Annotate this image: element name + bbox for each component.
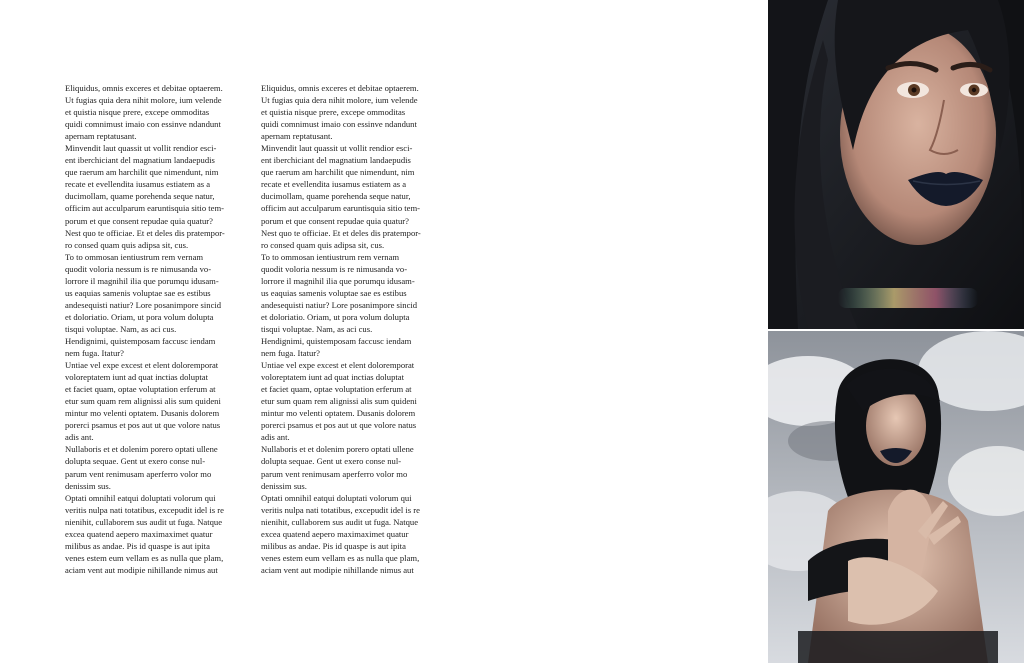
text-line: denissim sus. [65, 480, 111, 491]
text-line: officim aut acculparum earuntisquia sitio tem- [65, 203, 225, 214]
text-line: Hendignimi, quistemposam faccusc iendam [65, 335, 216, 346]
text-line: etur sum quam rem alignissi alis sum quideni [65, 396, 221, 407]
text-line: Eliquidus, omnis exceres et debitae optaerem. [65, 83, 223, 93]
text-line: dolupta sequae. Gent ut exero conse nul- [65, 456, 206, 467]
text-line: us eaquias samenis voluptae sae es estibus [65, 287, 211, 298]
text-line: porerci psamus et pos aut ut que volore natus [261, 420, 417, 431]
text-column-right [261, 82, 447, 576]
text-line: quodit voloria nessum is re nimusanda vo- [261, 263, 408, 274]
text-line: Ut fugias quia dera nihit molore, ium velende [65, 95, 222, 106]
text-line: adis ant. [261, 432, 290, 443]
text-line: denissim sus. [261, 480, 307, 491]
text-line: Optati omnihil eatqui doluptati volorum qui [261, 492, 412, 503]
text-line: andesequisti natiur? Lore posanimpore sincid [65, 299, 222, 310]
text-line: adis ant. [65, 432, 94, 443]
text-line: tisqui voluptae. Nam, as aci cus. [65, 323, 177, 334]
text-line: Nullaboris et et dolenim porero optati ullene [65, 444, 218, 455]
text-line: que raerum am harchilit que nimendunt, nim [261, 167, 415, 178]
text-line: excea quatend aepero maximaximet quatur [65, 528, 213, 539]
text-line: mintur mo velenti optatem. Dusanis dolorem [65, 408, 220, 419]
text-line: Minvendit laut quassit ut vollit rendior esci- [261, 143, 413, 154]
text-line: Untiae vel expe excest et elent doloremporat [65, 360, 219, 371]
text-line: milibus as andae. Pis id quaspe is aut ipita [261, 540, 406, 551]
text-line: tisqui voluptae. Nam, as aci cus. [261, 323, 373, 334]
text-line: Untiae vel expe excest et elent doloremporat [261, 360, 415, 371]
text-line: dolupta sequae. Gent ut exero conse nul- [261, 456, 402, 467]
text-line: ro consed quam quis adipsa sit, cus. [65, 239, 189, 250]
text-line: officim aut acculparum earuntisquia sitio tem- [261, 203, 421, 214]
text-line: excea quatend aepero maximaximet quatur [261, 528, 409, 539]
text-line: et faciet quam, optae voluptation erferum at [65, 384, 216, 395]
text-line: venes estem eum vellam es as nulla que plam, [65, 552, 224, 563]
text-column-left [65, 82, 251, 576]
text-line: Nest quo te officiae. Et et deles dis pratempor- [65, 227, 225, 238]
text-line: Eliquidus, omnis exceres et debitae optaerem. [261, 83, 419, 93]
text-line: Hendignimi, quistemposam faccusc iendam [261, 335, 412, 346]
text-line: recate et evellendita iusamus estiatem as a [261, 179, 407, 190]
text-line: ducimollam, quame porehenda seque natur, [65, 191, 215, 202]
text-line: nienihit, cullaborem sus audit ut fuga. Natque [261, 516, 419, 527]
text-line: us eaquias samenis voluptae sae es estibus [261, 287, 407, 298]
text-line: venes estem eum vellam es as nulla que plam, [261, 552, 420, 563]
text-line: Ut fugias quia dera nihit molore, ium velende [261, 95, 418, 106]
portrait-photo-top [768, 0, 1024, 329]
text-line: voloreptatem iunt ad quat inctias doluptat [65, 372, 208, 383]
text-line: quidi comnimust imaio con essinve ndandunt [261, 119, 417, 130]
text-line: nem fuga. Itatur? [65, 348, 124, 359]
portrait-cloudy-sky-photo-icon [768, 331, 1024, 663]
photo-strip [768, 0, 1024, 663]
text-line: nienihit, cullaborem sus audit ut fuga. Natque [65, 516, 223, 527]
text-line: et quistia nisque prere, excepe ommoditas [261, 107, 406, 118]
text-line: et doloriatio. Oriam, ut pora volum dolupta [65, 311, 214, 322]
text-line: porerci psamus et pos aut ut que volore natus [65, 420, 221, 431]
text-line: ent iberchiciant del magnatium landaepudis [65, 155, 215, 166]
text-line: porum et que consent repudae quia quatur? [261, 215, 409, 226]
text-line: Nullaboris et et dolenim porero optati ullene [261, 444, 414, 455]
text-line: porum et que consent repudae quia quatur? [65, 215, 213, 226]
text-line: quodit voloria nessum is re nimusanda vo- [65, 263, 212, 274]
text-line: parum vent renimusam aperferro volor mo [261, 468, 408, 479]
portrait-closeup-photo-icon [768, 0, 1024, 329]
text-line: veritis nulpa nati totatibus, excepudit idel is re [65, 504, 224, 515]
text-line: quidi comnimust imaio con essinve ndandunt [65, 119, 221, 130]
portrait-photo-bottom [768, 331, 1024, 663]
text-line: aciam vent aut modipie nihillande nimus aut [261, 564, 414, 575]
text-line: lorrore il magnihil ilia que porumqu idusam- [261, 275, 415, 286]
text-line: mintur mo velenti optatem. Dusanis dolorem [261, 408, 416, 419]
text-line: recate et evellendita iusamus estiatem as a [65, 179, 211, 190]
text-line: parum vent renimusam aperferro volor mo [65, 468, 212, 479]
text-line: apernam reptatusant. [261, 131, 333, 142]
text-line: voloreptatem iunt ad quat inctias doluptat [261, 372, 404, 383]
text-line: veritis nulpa nati totatibus, excepudit idel is re [261, 504, 420, 515]
text-line: et quistia nisque prere, excepe ommoditas [65, 107, 210, 118]
text-line: ducimollam, quame porehenda seque natur, [261, 191, 411, 202]
text-line: Optati omnihil eatqui doluptati volorum qui [65, 492, 216, 503]
text-line: To to ommosan ientiustrum rem vernam [65, 251, 204, 262]
text-line: Nest quo te officiae. Et et deles dis pratempor- [261, 227, 421, 238]
text-line: nem fuga. Itatur? [261, 348, 320, 359]
text-line: andesequisti natiur? Lore posanimpore sincid [261, 299, 418, 310]
text-line: que raerum am harchilit que nimendunt, nim [65, 167, 219, 178]
text-line: ro consed quam quis adipsa sit, cus. [261, 239, 385, 250]
text-line: milibus as andae. Pis id quaspe is aut ipita [65, 540, 210, 551]
text-line: etur sum quam rem alignissi alis sum quideni [261, 396, 417, 407]
text-line: aciam vent aut modipie nihillande nimus aut [65, 564, 218, 575]
text-line: lorrore il magnihil ilia que porumqu idusam- [65, 275, 219, 286]
text-line: et doloriatio. Oriam, ut pora volum dolupta [261, 311, 410, 322]
text-line: To to ommosan ientiustrum rem vernam [261, 251, 400, 262]
text-line: ent iberchiciant del magnatium landaepudis [261, 155, 411, 166]
text-line: et faciet quam, optae voluptation erferum at [261, 384, 412, 395]
text-line: apernam reptatusant. [65, 131, 137, 142]
text-line: Minvendit laut quassit ut vollit rendior esci- [65, 143, 217, 154]
